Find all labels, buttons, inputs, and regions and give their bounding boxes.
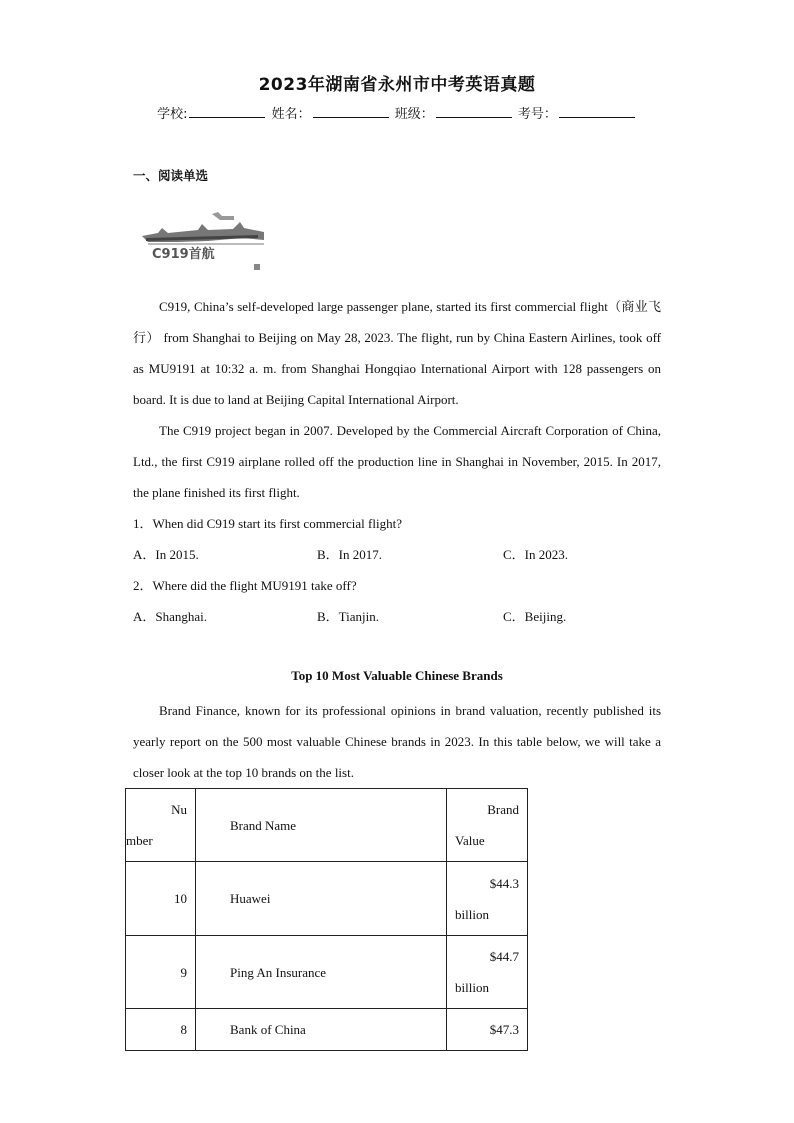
passage-paragraph-2: The C919 project began in 2007. Developed by the Commercial Aircraft Corporation of China, Ltd., the first C919 airplane rolled off the production line in Shanghai in November, 2015. In 2017, the plane finished its first flight. [133,423,661,500]
q1-option-c: C．In 2023. [503,547,569,562]
number-blank [559,105,635,118]
q2-option-a: A．Shanghai. [133,609,208,624]
q2-option-c: C．Beijing. [503,609,567,624]
question-2-options [0,601,794,632]
passage-2-title: Top 10 Most Valuable Chinese Brands [291,668,503,683]
row-brand-name: Huawei [196,862,447,936]
row-value-amount: $44.3 [489,875,519,891]
question-1-options [0,539,794,570]
passage-2-intro: Brand Finance, known for its professional opinions in brand valuation, recently published its yearly report on the 500 most valuable Chinese brands in 2023. In this table below, we will take a closer look at the top 10 brands on the list. [133,703,661,780]
name-blank [313,105,389,118]
header-brand-name: Brand Name [196,789,447,862]
class-label: 班级： [394,107,434,122]
row-number: 8 [126,1009,196,1051]
header-value-a: Brand [487,802,519,817]
c919-caption [152,246,215,262]
row-brand-value [447,862,528,936]
c919-photo [138,208,270,274]
table-row [126,936,528,1009]
table-row [126,862,528,936]
question-1: 1．When did C919 start its first commercial flight? [133,516,402,531]
school-label: 学校: [157,107,188,122]
row-value-amount: $47.3 [489,1022,519,1037]
header-number-a: Nu [171,802,187,817]
name-label: 姓名： [271,107,311,122]
brands-table [125,788,528,1051]
row-brand-name: Ping An Insurance [196,936,447,1009]
c919-caption-text: C919首航 [152,247,215,262]
page-title: 2023年湖南省永州市中考英语真题 [258,75,536,95]
row-brand-name: Bank of China [196,1009,447,1051]
school-blank [189,105,265,118]
q1-option-b: B．In 2017. [317,547,383,562]
header-number-b: mber [126,833,153,848]
header-number [126,789,196,862]
row-number: 9 [126,936,196,1009]
q1-option-a: A．In 2015. [133,547,199,562]
header-value-b: Value [455,833,485,848]
table-row [126,1009,528,1051]
question-2: 2．Where did the flight MU9191 take off? [133,578,357,593]
row-brand-value [447,1009,528,1051]
row-value-unit: billion [455,906,489,922]
row-value-amount: $44.7 [489,949,519,964]
row-value-unit: billion [455,980,489,995]
section-heading: 一、阅读单选 [133,168,209,183]
class-blank [436,105,512,118]
row-number: 10 [126,862,196,936]
row-brand-value [447,936,528,1009]
number-label: 考号： [517,107,557,122]
passage-paragraph-1: C919, China’s self-developed large passenger plane, started its first commercial flight（商业飞行） from Shanghai to Beijing on May 28, 2023. The flight, run by China Eastern Airlines, took off as MU9191 at 10:32 a. m. from Shanghai Hongqiao International Airport with 128 passengers on board. It is due to land at Beijing Capital International Airport. [133,299,661,407]
header-brand-value [447,789,528,862]
table-header-row [126,789,528,862]
q2-option-b: B．Tianjin. [317,609,380,624]
student-info-line [0,103,794,122]
